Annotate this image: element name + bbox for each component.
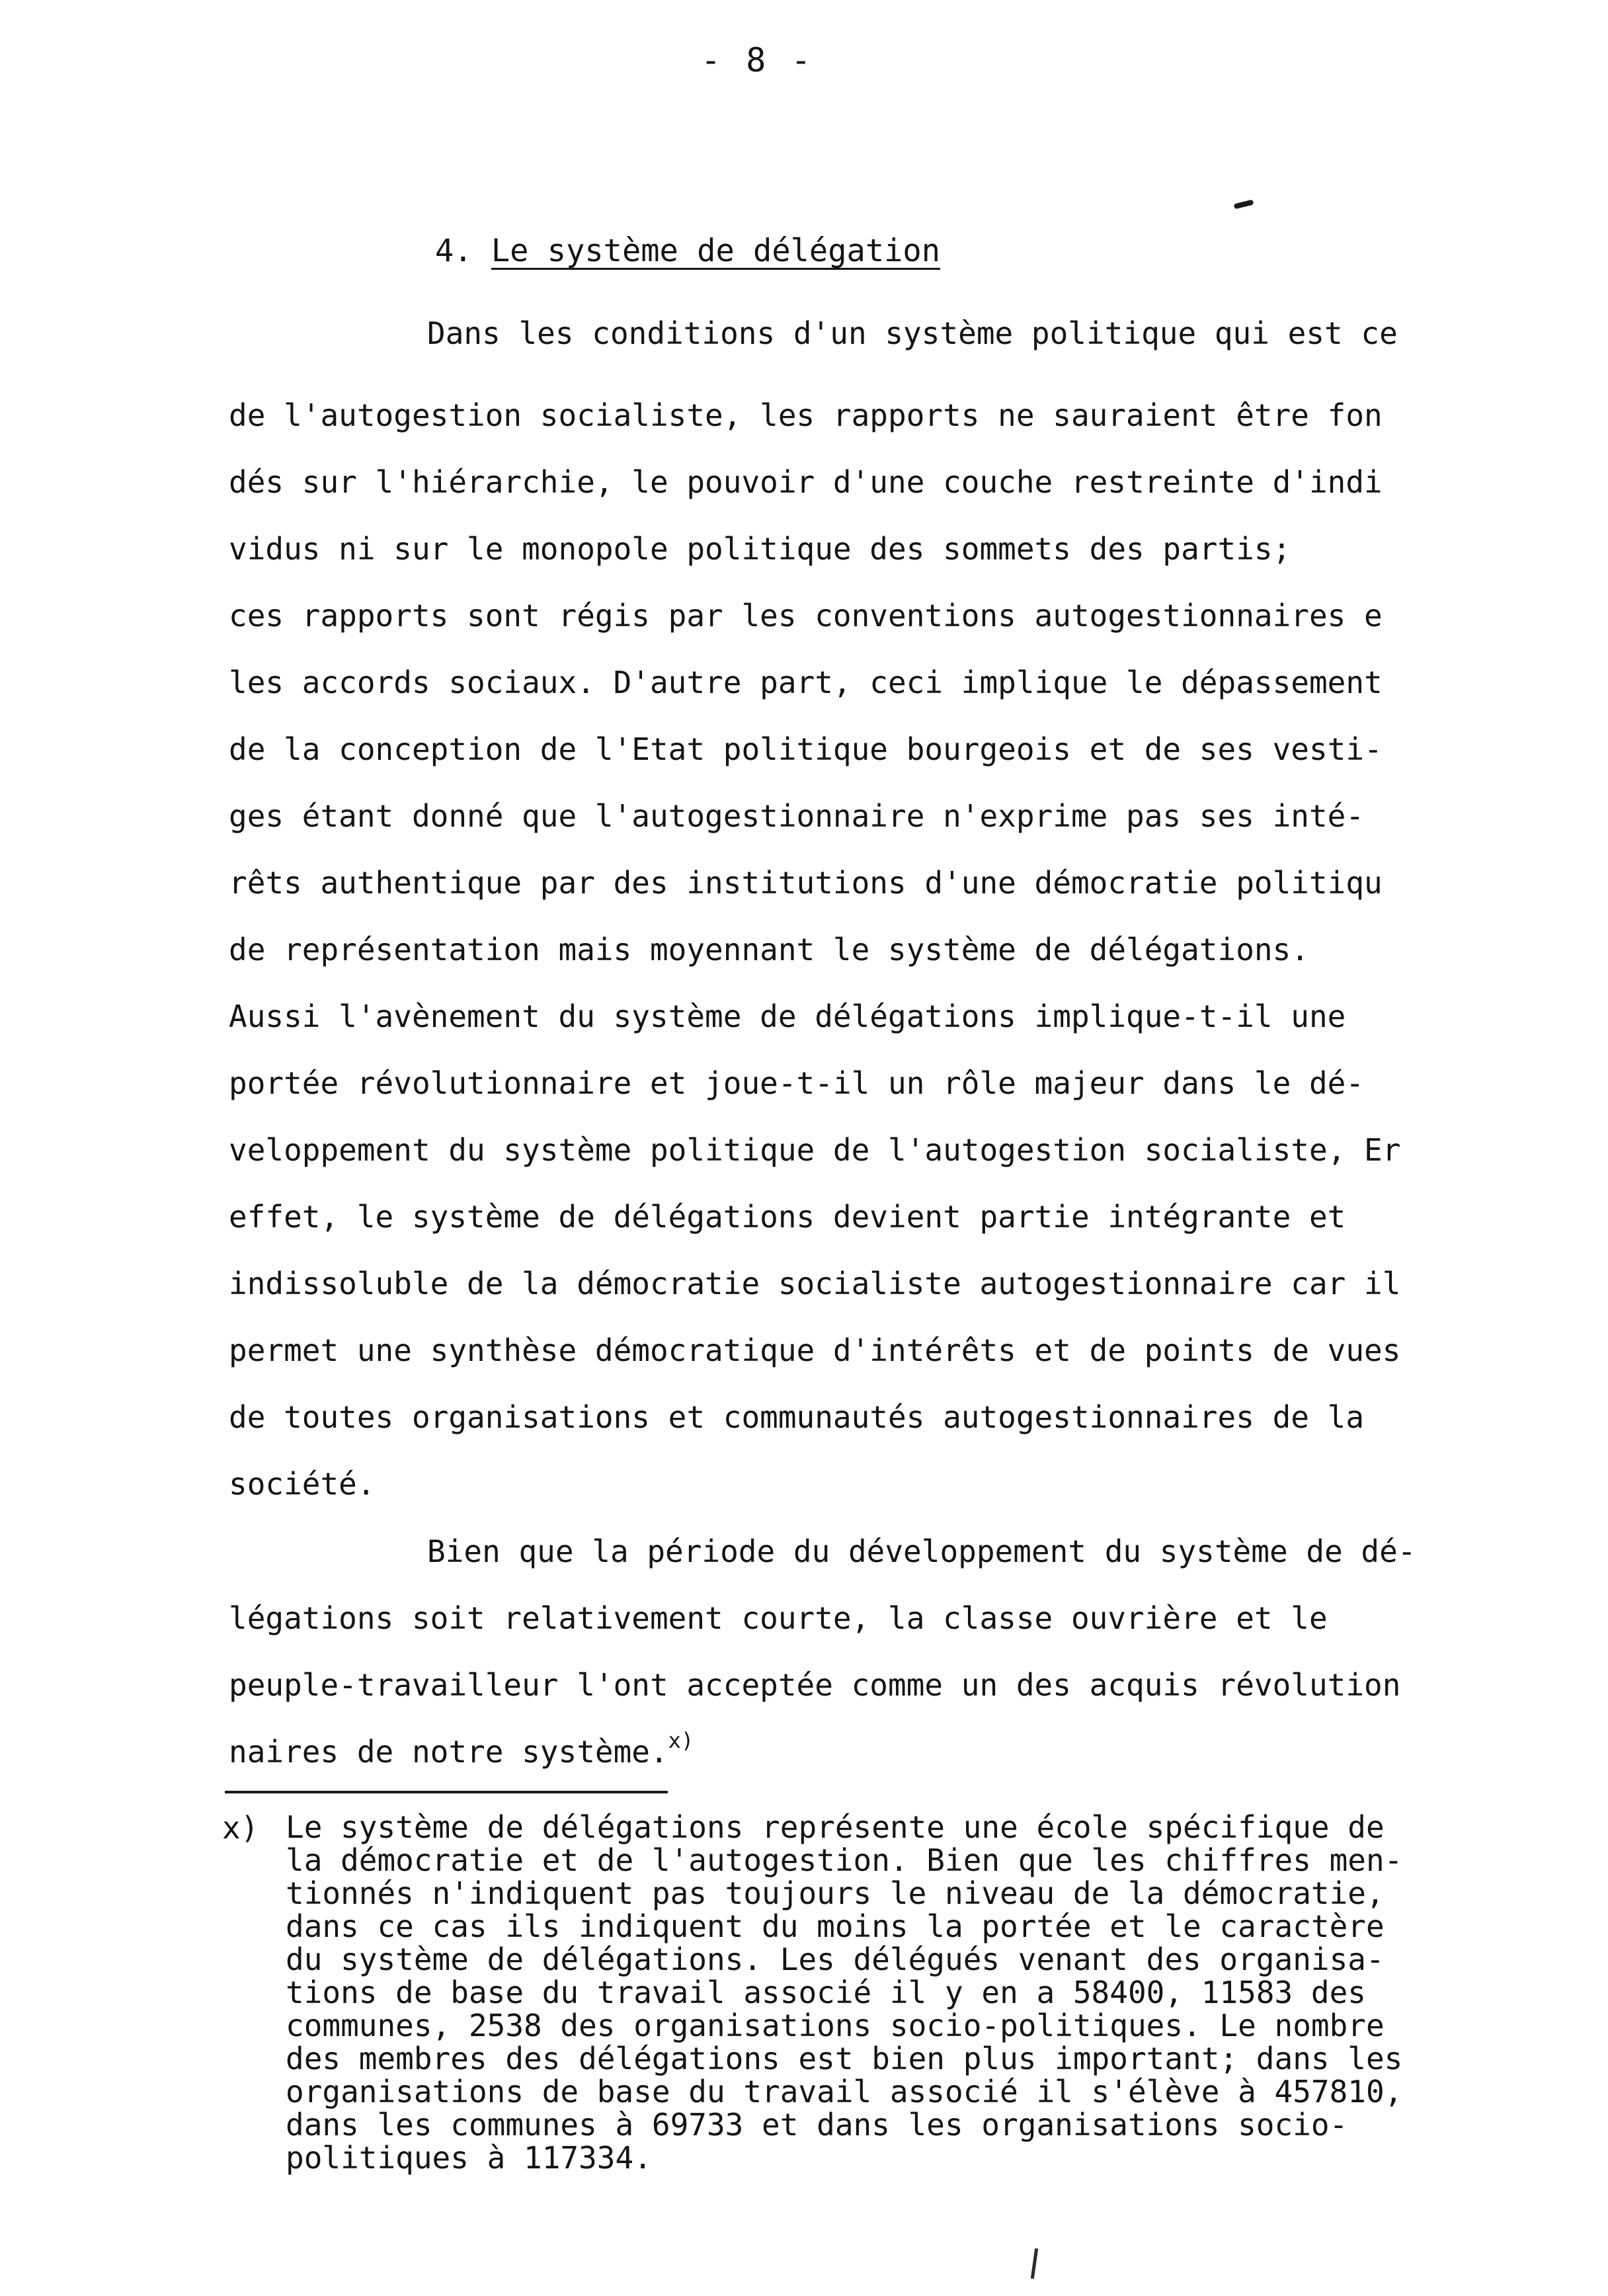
page-number: - 8 - [701,41,814,79]
paragraph-line: dés sur l'hiérarchie, le pouvoir d'une couche restreinte d'indi [229,464,1383,500]
paragraph-line: effet, le système de délégations devient partie intégrante et [229,1199,1346,1235]
paragraph-line: indissoluble de la démocratie socialiste autogestionnaire car il [229,1266,1401,1301]
footnote-line: des membres des délégations est bien plus important; dans les [286,2041,1403,2076]
scan-mark [1233,199,1254,209]
paragraph-line: permet une synthèse démocratique d'intérêts et de points de vues [229,1332,1401,1368]
footnote-line: dans ce cas ils indiquent du moins la portée et le caractère [286,1908,1385,1944]
footnote-divider [225,1791,668,1793]
paragraph-line: de représentation mais moyennant le système de délégations. [229,932,1309,967]
footnote-marker: x) [222,1810,259,1846]
footnote-line: Le système de délégations représente une école spécifique de [286,1809,1385,1845]
paragraph-line: société. [229,1466,376,1502]
paragraph-line: de toutes organisations et communautés autogestionnaires de la [229,1399,1365,1435]
paragraph-line: ces rapports sont régis par les conventions autogestionnaires e [229,598,1383,634]
section-number: 4. [435,233,473,269]
paragraph-line: portée révolutionnaire et joue-t-il un rôle majeur dans le dé- [229,1065,1365,1101]
footnote-reference: x) [668,1728,694,1753]
footnote-line: la démocratie et de l'autogestion. Bien que les chiffres men- [286,1842,1403,1878]
footnote-line: dans les communes à 69733 et dans les organisations socio- [286,2107,1348,2143]
paragraph-line: peuple-travailleur l'ont acceptée comme un des acquis révolution [229,1667,1401,1703]
paragraph-line: ges étant donné que l'autogestionnaire n'exprime pas ses inté- [229,798,1365,834]
paragraph-line: vidus ni sur le monopole politique des sommets des partis; [229,531,1291,567]
footnote-line: du système de délégations. Les délégués venant des organisa- [286,1942,1385,1977]
footnote-line: tions de base du travail associé il y en a 58400, 11583 des [286,1975,1366,2010]
section-heading [435,233,940,269]
pencil-mark [1031,2248,1038,2279]
paragraph-line-text: naires de notre système. [229,1734,668,1770]
footnote-line: tionnés n'indiquent pas toujours le niveau de la démocratie, [286,1875,1385,1911]
paragraph-line: Dans les conditions d'un système politique qui est ce [427,315,1398,351]
paragraph-line: les accords sociaux. D'autre part, ceci implique le dépassement [229,665,1383,700]
paragraph-line: de la conception de l'Etat politique bourgeois et de ses vesti- [229,731,1383,767]
footnote-line: communes, 2538 des organisations socio-politiques. Le nombre [286,2008,1385,2043]
footnote-line: politiques à 117334. [286,2140,652,2176]
footnote-line: organisations de base du travail associé il s'élève à 457810, [286,2074,1403,2110]
paragraph-line [229,1728,694,1770]
paragraph-line: légations soit relativement courte, la classe ouvrière et le [229,1600,1328,1636]
paragraph-line: Bien que la période du développement du système de dé- [427,1534,1416,1569]
paragraph-line: de l'autogestion socialiste, les rapports ne sauraient être fon [229,397,1383,433]
section-title: Le système de délégation [491,233,941,269]
paragraph-line: Aussi l'avènement du système de délégations implique-t-il une [229,999,1346,1034]
paragraph-line: veloppement du système politique de l'autogestion socialiste, Er [229,1132,1401,1168]
paragraph-line: rêts authentique par des institutions d'une démocratie politiqu [229,865,1383,901]
